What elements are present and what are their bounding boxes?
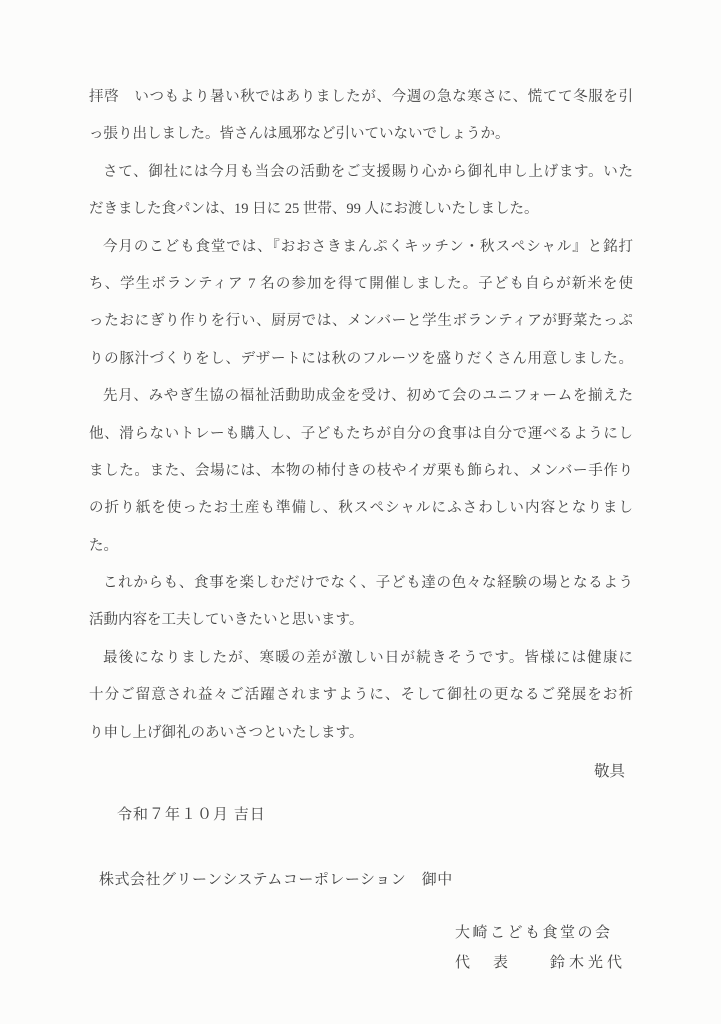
letter-line: り申し上げ御礼のあいさつといたします。 <box>89 724 364 741</box>
letter-line: 最後になりましたが、寒暖の差が激しい日が続きそうです。皆様には健康に <box>103 649 633 666</box>
letter-line: 先月、みやぎ生協の福祉活動助成金を受け、初めて会のユニフォームを揃えた <box>103 388 633 405</box>
letter-line: だきました食パンは、19 日に 25 世帯、99 人にお渡しいたしました。 <box>89 201 539 218</box>
letter-line: 活動内容を工夫していきたいと思います。 <box>89 612 364 629</box>
letter-line: 今月のこども食堂では、『おおさきまんぷくキッチン・秋スペシャル』と銘打 <box>103 238 633 255</box>
letter-line: 拝啓 いつもより暑い秋ではありましたが、今週の急な寒さに、慌てて冬服を引 <box>89 89 633 105</box>
signature-block <box>455 918 626 978</box>
letter-line: っ張り出しました。皆さんは風邪など引いていないでしょうか。 <box>89 126 510 143</box>
date-line: 令和７年１０月 吉日 <box>117 807 266 823</box>
letter-line: の折り紙を使ったお土産も準備し、秋スペシャルにふさわしい内容となりまし <box>89 500 633 517</box>
letter-line: これからも、食事を楽しむだけでなく、子ども達の色々な経験の場となるよう <box>103 575 633 592</box>
letter-line: さて、御社には今月も当会の活動をご支援賜り心から御礼申し上げます。いた <box>103 163 633 180</box>
letter-line: 他、滑らないトレーも購入し、子どもたちが自分の食事は自分で運べるようにし <box>89 425 633 442</box>
sender-representative: 代 表 鈴木光代 <box>455 955 627 971</box>
letter-line: 十分ご留意され益々ご活躍されますように、そして御社の更なるご発展をお祈 <box>89 687 633 704</box>
letter-line: ました。また、会場には、本物の柿付きの枝やイガ栗も飾られ、メンバー手作り <box>89 462 633 479</box>
recipient-line: 株式会社グリーンシステムコーポレーション 御中 <box>99 872 453 888</box>
letter-line: た。 <box>89 537 118 554</box>
letter-line: ち、学生ボランティア 7 名の参加を得て開催しました。子ども自らが新米を使 <box>89 275 633 292</box>
letter-body <box>89 79 633 752</box>
letter-line: ったおにぎり作りを行い、厨房では、メンバーと学生ボランティアが野菜たっぷ <box>89 313 633 330</box>
sender-organization: 大崎こども食堂の会 <box>455 925 613 941</box>
closing-word: 敬具 <box>593 763 625 780</box>
letter-line: りの豚汁づくりをし、デザートには秋のフルーツを盛りだくさん用意しました。 <box>89 350 633 367</box>
